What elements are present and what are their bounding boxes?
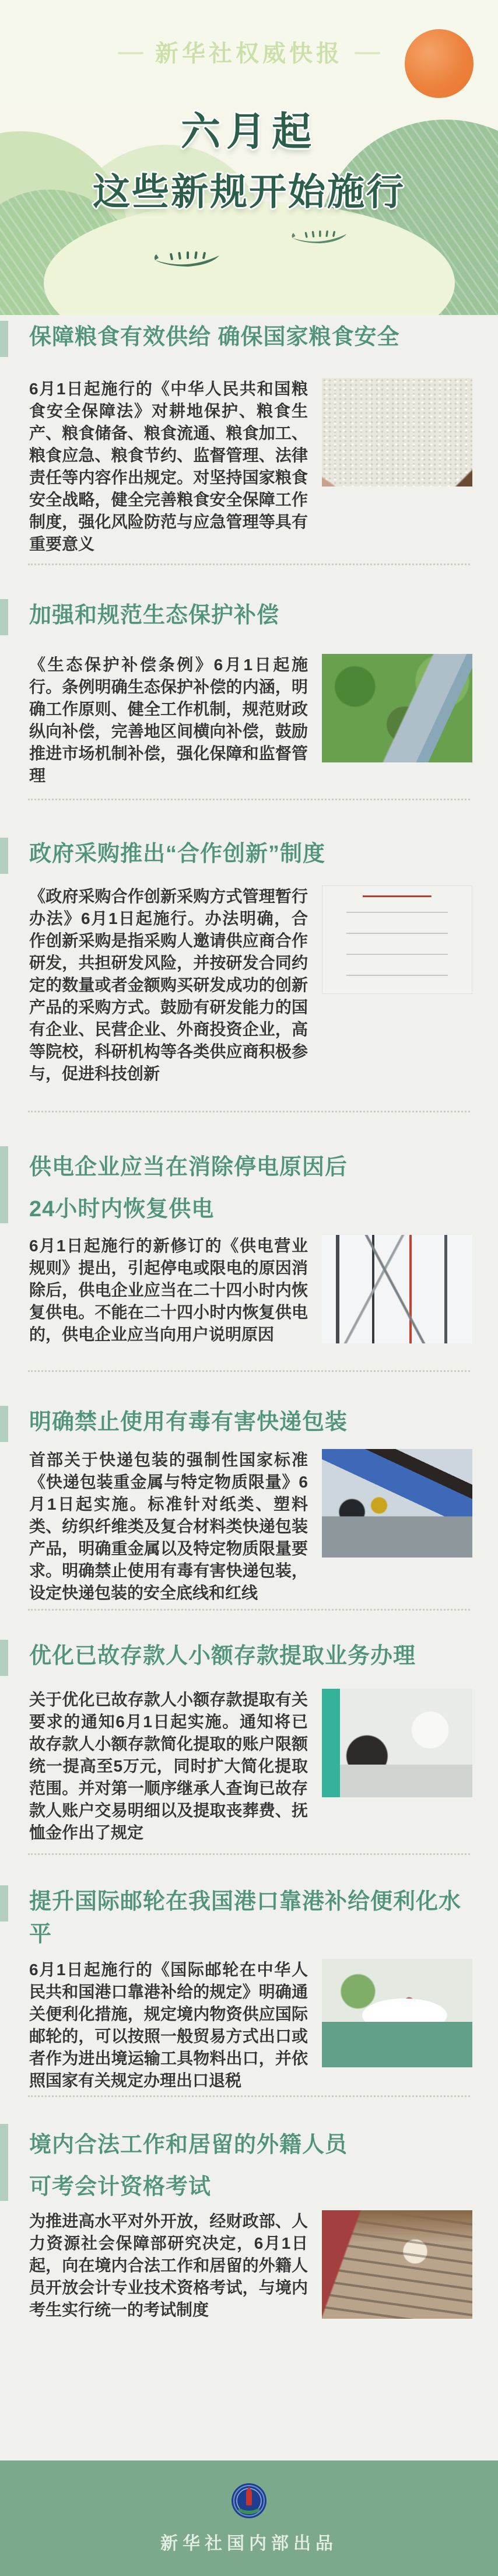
dotted-divider <box>28 799 470 800</box>
rule-section-grain-security <box>0 321 498 555</box>
courier-sorting-photo <box>322 1449 472 1558</box>
section-body-text: 6月1日起施行的《中华人民共和国粮食安全保障法》对耕地保护、粮食生产、粮食储备、粮食流通、粮食加工、粮食应急、粮食节约、监督管理、法律责任等内容作出规定。对坚持国家粮食安全战略，健全完善粮食安全保障工作制度，强化风险防范与应急管理等具有重要意义 <box>29 380 308 553</box>
rule-section-eco-compensation <box>0 599 498 787</box>
section-heading: 明确禁止使用有毒有害快递包装 <box>29 1406 472 1438</box>
dotted-divider <box>28 1370 470 1372</box>
footer <box>0 2460 498 2576</box>
heading-accent-bar <box>0 838 8 874</box>
kicker-banner <box>0 35 498 68</box>
rule-section-deposit-withdrawal <box>0 1640 498 1844</box>
exam-room-photo <box>322 2210 472 2319</box>
rule-section-procurement-innovation <box>0 838 498 1085</box>
section-body-text: 为推进高水平对外开放，经财政部、人力资源社会保障部研究决定，6月1日起，向在境内合法工作和居留的外籍人员开放会计专业技术资格考试，与境内考生实行统一的考试制度 <box>29 2212 308 2319</box>
section-heading: 境内合法工作和居留的外籍人员 可考会计资格考试 <box>29 2124 472 2208</box>
dotted-divider <box>28 1609 470 1611</box>
official-document-photo <box>322 886 472 994</box>
dotted-divider <box>28 1111 470 1112</box>
green-park-photo <box>322 654 472 762</box>
heading-accent-bar <box>0 1640 8 1676</box>
section-heading: 提升国际邮轮在我国港口靠港补给便利化水平 <box>29 1885 472 1951</box>
section-body-text: 6月1日起施行的《国际邮轮在中华人民共和国港口靠港补给的规定》明确通关便利化措施，规定境内物资供应国际邮轮的，可以按照一般贸易方式出口或者作为进出境运输工具物料出口，并依照国家有关规定办理出口退税 <box>29 1961 308 2090</box>
dotted-divider <box>28 564 470 565</box>
xinhua-logo-icon <box>230 2482 268 2519</box>
dotted-divider <box>28 2095 470 2097</box>
section-heading: 加强和规范生态保护补偿 <box>29 599 472 632</box>
page-title-line1: 六月起 <box>180 110 317 154</box>
dragon-boat-icon <box>290 229 349 246</box>
rules-list <box>0 315 498 2460</box>
heading-accent-bar <box>0 1146 8 1223</box>
section-body-text: 关于优化已故存款人小额存款提取有关要求的通知6月1日起实施。通知将已故存款人小额存款简化提取的账户限额统一提高至5万元，同时扩大简化提取范围。并对第一顺序继承人查询已故存款人账户交易明细以及提取丧葬费、抚恤金作出了规定 <box>29 1690 308 1842</box>
heading-accent-bar <box>0 1406 8 1442</box>
bank-counter-photo <box>322 1689 472 1797</box>
section-heading: 政府采购推出“合作创新”制度 <box>29 838 472 870</box>
kicker-dash-right <box>355 52 380 54</box>
section-body-text: 《政府采购合作创新采购方式管理暂行办法》6月1日起施行。办法明确，合作创新采购是指采购人邀请供应商合作研发，共担研发风险，并按研发合同约定的数量或者金额购买研发成功的创新产品的采购方式。鼓励有研发能力的国有企业、民营企业、外商投资企业，高等院校，科研机构等各类供应商积极参与，促进科技创新 <box>29 887 308 1083</box>
rule-section-courier-packaging <box>0 1406 498 1604</box>
section-body-text: 《生态保护补偿条例》6月1日起施行。条例明确生态保护补偿的内涵，明确工作原则、健全工作机制，规范财政纵向补偿，完善地区间横向补偿，鼓励推进市场机制补偿，强化保障和监督管理 <box>29 656 308 785</box>
dragon-boat-icon <box>153 250 222 270</box>
section-heading: 保障粮食有效供给 确保国家粮食安全 <box>29 321 472 354</box>
section-body-text: 首部关于快递包装的强制性国家标准《快递包装重金属与特定物质限量》6月1日起实施。标准针对纸类、塑料类、纺织纤维类及复合材料类快递包装产品，明确重金属以及特定物质限量要求。明确禁止使用有毒有害快递包装，设定快递包装的安全底线和红线 <box>29 1451 308 1602</box>
footer-credit: 新华社国内部出品 <box>160 2534 338 2553</box>
section-heading: 优化已故存款人小额存款提取业务办理 <box>29 1640 472 1672</box>
page-title-line2: 这些新规开始施行 <box>93 171 405 213</box>
hero-banner <box>0 0 498 315</box>
heading-accent-bar <box>0 2124 8 2201</box>
rule-section-cruise-supply <box>0 1885 498 2092</box>
rice-grains-photo <box>322 378 472 487</box>
rule-section-power-restore <box>0 1146 498 1346</box>
section-body-text: 6月1日起施行的新修订的《供电营业规则》提出，引起停电或限电的原因消除后，供电企业应当在二十四小时内恢复供电。不能在二十四小时内恢复供电的，供电企业应当向用户说明原因 <box>29 1237 308 1343</box>
heading-accent-bar <box>0 1885 8 1922</box>
heading-accent-bar <box>0 321 8 357</box>
rule-section-foreigner-accounting-exam <box>0 2124 498 2321</box>
kicker-text: 新华社权威快报 <box>155 41 343 66</box>
power-lines-photo <box>322 1235 472 1343</box>
section-heading: 供电企业应当在消除停电原因后 24小时内恢复供电 <box>29 1146 472 1230</box>
heading-accent-bar <box>0 599 8 635</box>
dotted-divider <box>28 1853 470 1855</box>
cruise-ship-photo <box>322 1959 472 2067</box>
kicker-dash-left <box>118 52 143 54</box>
